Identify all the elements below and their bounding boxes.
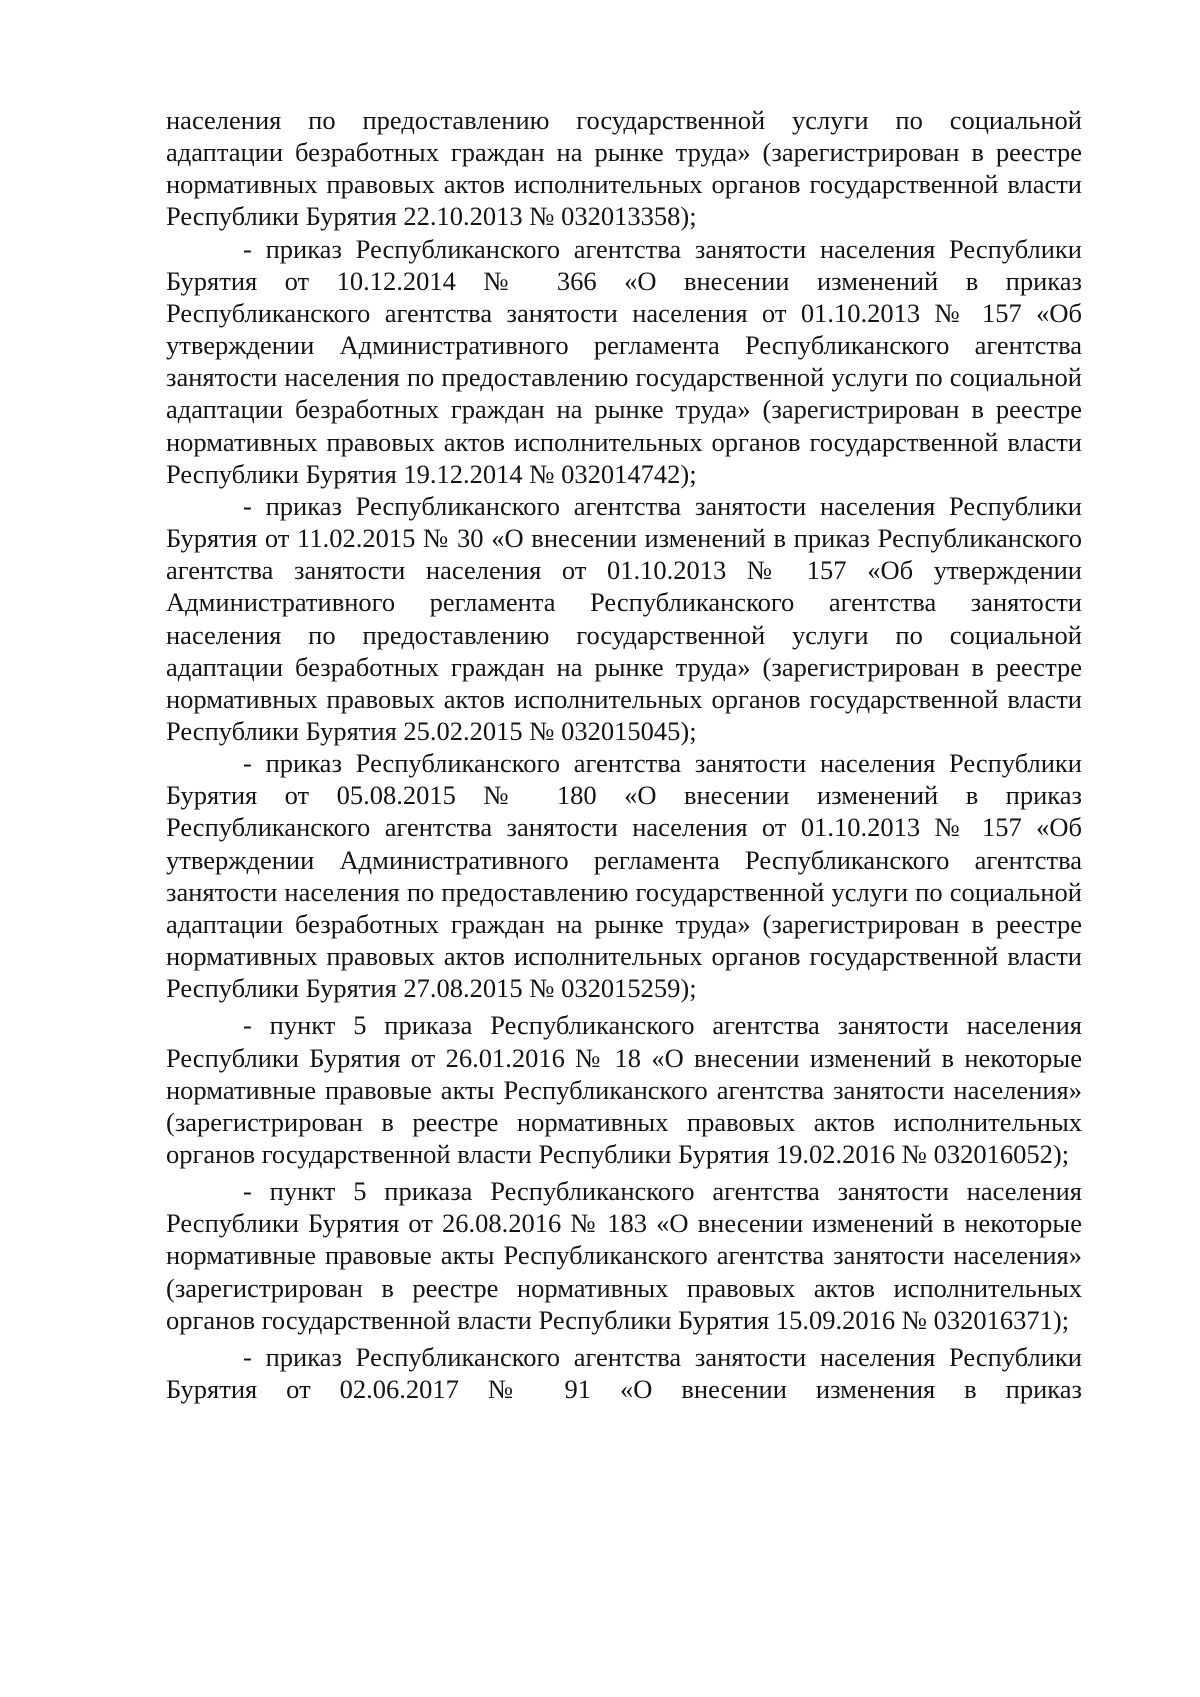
list-item-order-18: - пункт 5 приказа Республиканского агентства занятости населения Республики Бурятия от 26.01.2016 № 18 «О внесении изменений в некоторые нормативные правовые акты Республиканского агентства занятости населения» (зарегистрирован в реестре нормативных правовых актов исполнительных органов государственной власти Республики Бурятия 19.02.2016 № 032016052); [166,1010,1082,1169]
list-item-order-180: - приказ Республиканского агентства занятости населения Республики Бурятия от 05.08.2015 № 180 «О внесении изменений в приказ Республиканского агентства занятости населения от 01.10.2013 № 157 «Об утверждении Административного регламента Республиканского агентства занятости населения по предоставлению государственной услуги по социальной адаптации безработных граждан на рынке труда» (зарегистрирован в реестре нормативных правовых актов исполнительных органов государственной власти Республики Бурятия 27.08.2015 № 032015259); [166,748,1082,1004]
paragraph-continuation: населения по предоставлению государственной услуги по социальной адаптации безработных граждан на рынке труда» (зарегистрирован в реестре нормативных правовых актов исполнительных органов государственной власти Республики Бурятия 22.10.2013 № 032013358); [166,105,1082,232]
document-body [166,104,1082,1405]
list-item-order-183: - пункт 5 приказа Республиканского агентства занятости населения Республики Бурятия от 26.08.2016 № 183 «О внесении изменений в некоторые нормативные правовые акты Республиканского агентства занятости населения» (зарегистрирован в реестре нормативных правовых актов исполнительных органов государственной власти Республики Бурятия 15.09.2016 № 032016371); [166,1176,1082,1335]
list-item-order-30: - приказ Республиканского агентства занятости населения Республики Бурятия от 11.02.2015 № 30 «О внесении изменений в приказ Республиканского агентства занятости населения от 01.10.2013 № 157 «Об утверждении Административного регламента Республиканского агентства занятости населения по предоставлению государственной услуги по социальной адаптации безработных граждан на рынке труда» (зарегистрирован в реестре нормативных правовых актов исполнительных органов государственной власти Республики Бурятия 25.02.2015 № 032015045); [166,490,1082,746]
list-item-order-366: - приказ Республиканского агентства занятости населения Республики Бурятия от 10.12.2014 № 366 «О внесении изменений в приказ Республиканского агентства занятости населения от 01.10.2013 № 157 «Об утверждении Административного регламента Республиканского агентства занятости населения по предоставлению государственной услуги по социальной адаптации безработных граждан на рынке труда» (зарегистрирован в реестре нормативных правовых актов исполнительных органов государственной власти Республики Бурятия 19.12.2014 № 032014742); [166,233,1082,489]
list-item-order-91: - приказ Республиканского агентства занятости населения Республики Бурятия от 02.06.2017 № 91 «О внесении изменения в приказ [166,1341,1082,1405]
